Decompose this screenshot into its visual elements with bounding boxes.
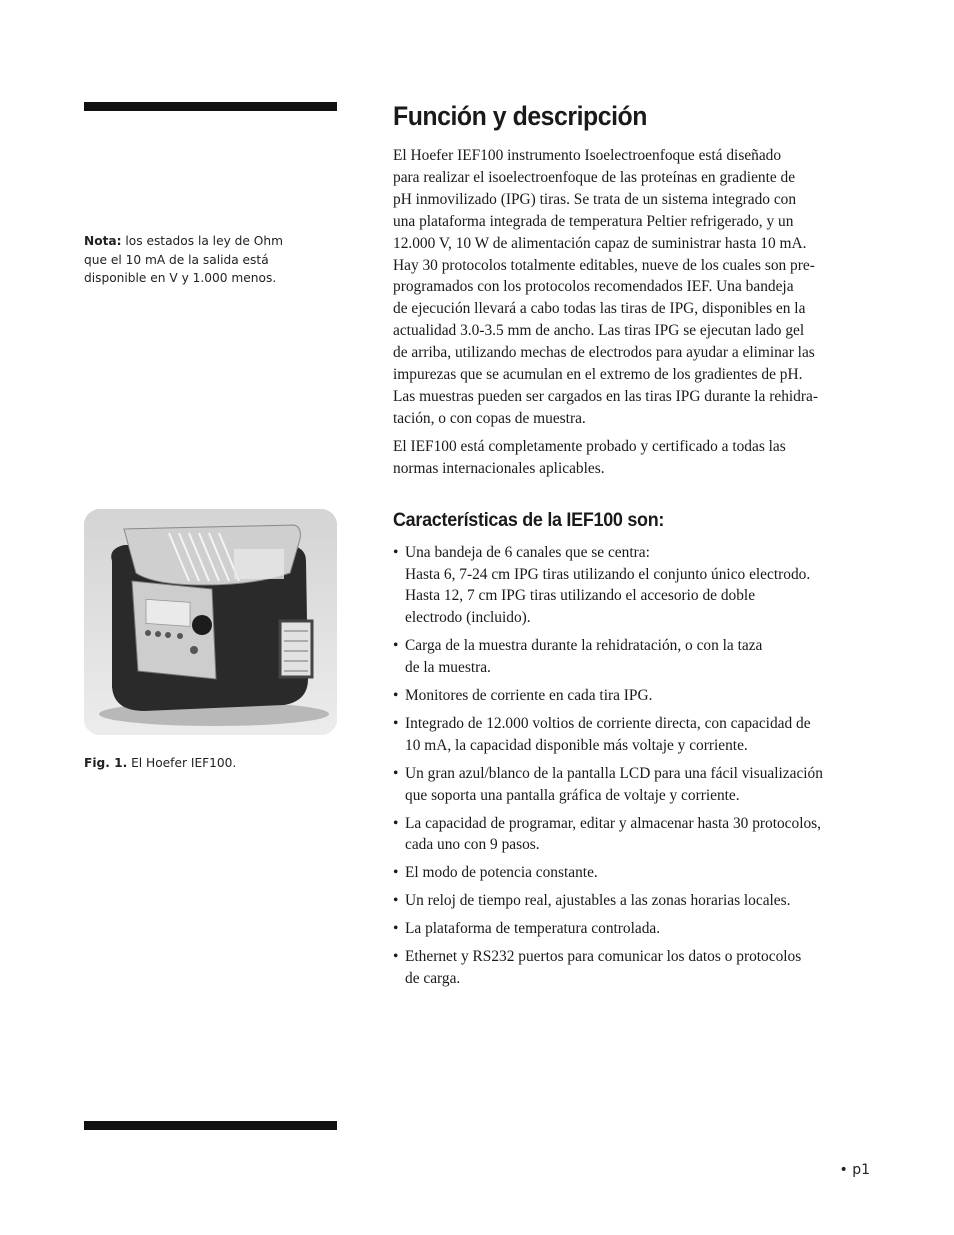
text-line: cada uno con 9 pasos. xyxy=(405,836,540,854)
bullet: • xyxy=(393,864,399,882)
text-line: electrodo (incluido). xyxy=(405,609,531,627)
text-line: Carga de la muestra durante la rehidratación, o con la taza xyxy=(405,637,763,655)
text-line: una plataforma integrada de temperatura Peltier refrigerado, y un xyxy=(393,212,794,230)
text-line: El IEF100 está completamente probado y certificado a todas las xyxy=(393,437,786,455)
list-item xyxy=(393,890,873,912)
text-line: 12.000 V, 10 W de alimentación capaz de suministrar hasta 10 mA. xyxy=(393,234,807,252)
bullet: • xyxy=(393,814,399,832)
list-item xyxy=(393,635,873,679)
text-line: de arriba, utilizando mechas de electrodos para ayudar a eliminar las xyxy=(393,344,815,362)
list-item xyxy=(393,542,873,630)
text-line: Un gran azul/blanco de la pantalla LCD para una fácil visualización xyxy=(405,764,823,782)
bullet: • xyxy=(393,948,399,966)
text-line: pH inmovilizado (IPG) tiras. Se trata de un sistema integrado con xyxy=(393,190,797,208)
figure-label: Fig. 1. xyxy=(84,756,128,770)
text-line: Hay 30 protocolos totalmente editables, nueve de los cuales son pre- xyxy=(393,256,815,274)
list-item xyxy=(393,862,873,884)
bullet: • xyxy=(393,920,399,938)
bullet: • xyxy=(393,543,399,561)
text-line: La plataforma de temperatura controlada. xyxy=(405,920,661,938)
text-line: de ejecución llevará a cabo todas las tiras de IPG, disponibles en la xyxy=(393,300,806,318)
list-item xyxy=(393,763,873,807)
list-item xyxy=(393,918,873,940)
text-line: Ethernet y RS232 puertos para comunicar los datos o protocolos xyxy=(405,948,802,966)
text-line: para realizar el isoelectroenfoque de las proteínas en gradiente de xyxy=(393,168,796,186)
text-line: 10 mA, la capacidad disponible más voltaje y corriente. xyxy=(405,736,748,754)
text-line: impurezas que se acumulan en el extremo de los gradientes de pH. xyxy=(393,366,803,384)
figure-caption-text: El Hoefer IEF100. xyxy=(131,756,237,770)
page-title: Función y descripción xyxy=(393,101,647,131)
text-line: Hasta 6, 7-24 cm IPG tiras utilizando el conjunto único electrodo. xyxy=(405,565,811,583)
text-line: de carga. xyxy=(405,970,461,987)
text-line: Monitores de corriente en cada tira IPG. xyxy=(405,687,653,705)
text-line: que soporta una pantalla gráfica de voltaje y corriente. xyxy=(405,786,740,804)
sidebar-note xyxy=(84,232,299,288)
text-line: El Hoefer IEF100 instrumento Isoelectroenfoque está diseñado xyxy=(393,147,782,164)
text-line: Integrado de 12.000 voltios de corriente directa, con capacidad de xyxy=(405,714,811,732)
bullet: • xyxy=(393,687,399,705)
features-list xyxy=(393,542,873,990)
paragraph-1 xyxy=(393,145,873,430)
bullet: • xyxy=(393,714,399,732)
text-line: de la muestra. xyxy=(405,659,491,677)
bullet: • xyxy=(393,764,399,782)
text-line: El modo de potencia constante. xyxy=(405,864,598,882)
list-item xyxy=(393,813,873,857)
text-line: Las muestras pueden ser cargados en las tiras IPG durante la rehidra- xyxy=(393,387,818,405)
list-item xyxy=(393,713,873,757)
text-line: Un reloj de tiempo real, ajustables a las zonas horarias locales. xyxy=(405,892,791,910)
bullet: • xyxy=(393,637,399,655)
note-text: los estados la ley de Ohm que el 10 mA de la salida está disponible en V y 1.000 menos. xyxy=(84,234,283,285)
text-line: Una bandeja de 6 canales que se centra: xyxy=(405,543,650,561)
text-line: Hasta 12, 7 cm IPG tiras utilizando el accesorio de doble xyxy=(405,587,756,605)
note-label: Nota: xyxy=(84,234,122,248)
figure-caption xyxy=(84,754,337,772)
top-rule xyxy=(84,102,337,111)
features-heading: Características de la IEF100 son: xyxy=(393,508,665,531)
bullet: • xyxy=(393,892,399,910)
paragraph-2 xyxy=(393,436,873,480)
text-line: programados con los protocolos recomendados IEF. Una bandeja xyxy=(393,278,794,296)
text-line: normas internacionales aplicables. xyxy=(393,459,605,477)
text-line: tación, o con copas de muestra. xyxy=(393,409,586,427)
text-line: actualidad 3.0-3.5 mm de ancho. Las tiras IPG se ejecutan lado gel xyxy=(393,322,805,340)
list-item xyxy=(393,946,873,990)
main-column xyxy=(393,96,873,996)
page-number: • p1 xyxy=(839,1162,870,1178)
list-item xyxy=(393,685,873,707)
text-line: La capacidad de programar, editar y almacenar hasta 30 protocolos, xyxy=(405,814,822,832)
device-photo xyxy=(84,509,337,735)
bottom-rule xyxy=(84,1121,337,1130)
